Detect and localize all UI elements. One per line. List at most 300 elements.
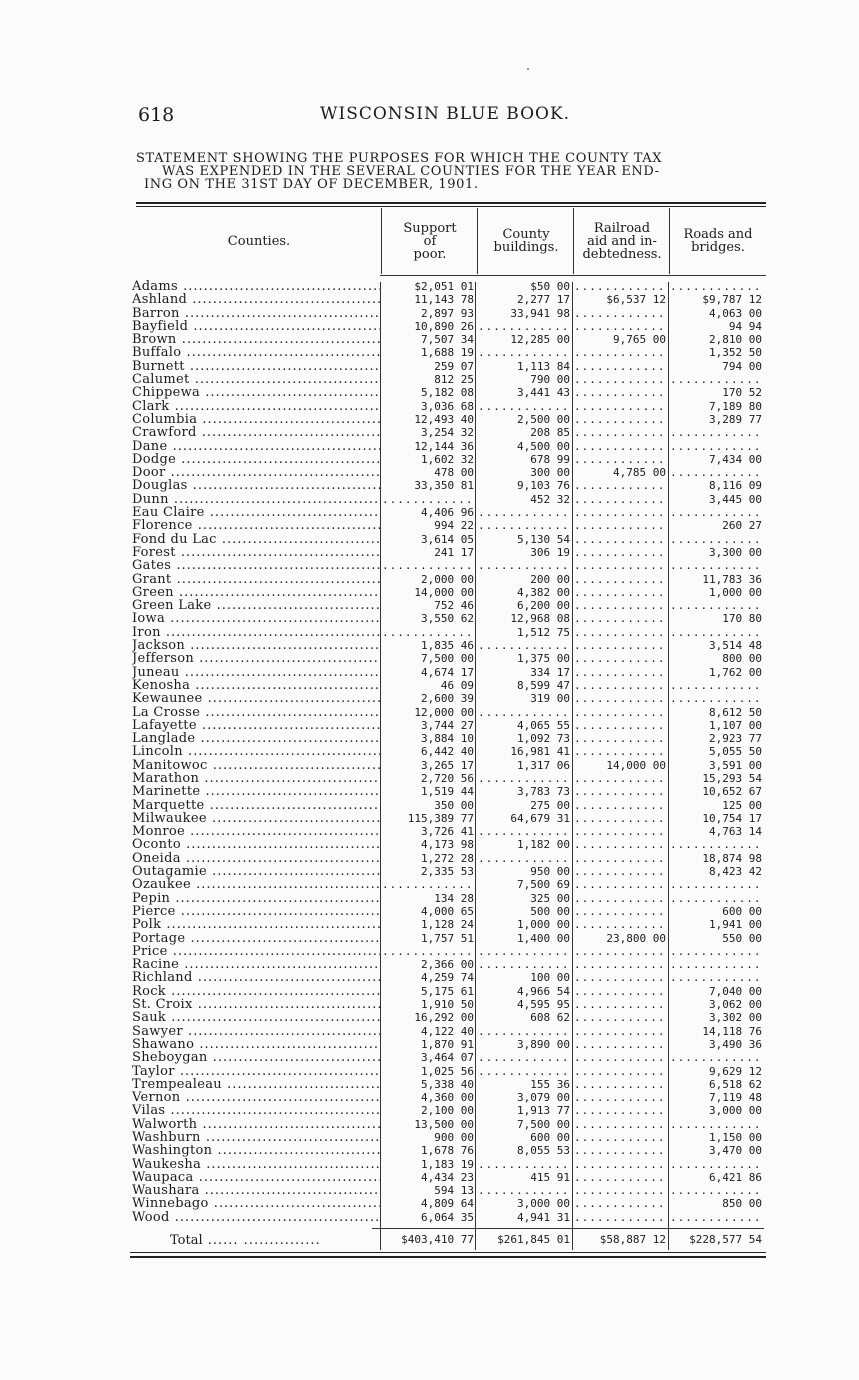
county-name: Vilas ..... [132, 1104, 380, 1117]
county-name: Ozaukee ..... [132, 878, 380, 891]
cell-railroad [574, 307, 666, 320]
table-row [130, 652, 770, 665]
cell-buildings: 7,500 00 [517, 1117, 570, 1131]
cell-roads: 10,754 17 [702, 811, 762, 825]
cell-roads [670, 892, 762, 905]
cell-buildings [478, 706, 570, 719]
county-name: Wood ..... [132, 1211, 380, 1224]
county-name: Outagamie ..... [132, 865, 380, 878]
cell-railroad [574, 479, 666, 492]
cell-buildings: 2,277 17 [517, 293, 570, 307]
cell-poor: 16,292 00 [414, 1011, 474, 1025]
table-row [130, 1211, 770, 1224]
cell-railroad [574, 865, 666, 878]
county-name: Dodge ..... [132, 453, 380, 466]
cell-buildings: 1,375 00 [517, 652, 570, 666]
cell-roads [670, 466, 762, 479]
cell-poor: 5,182 08 [421, 386, 474, 400]
table-row [130, 825, 770, 838]
table-row [130, 440, 770, 453]
cell-buildings: 415 91 [530, 1170, 570, 1184]
cell-poor: 1,272 28 [421, 851, 474, 865]
table-row [130, 971, 770, 984]
cell-poor: 4,674 17 [421, 665, 474, 679]
county-name: Waupaca ..... [132, 1171, 380, 1184]
cell-buildings [478, 825, 570, 838]
county-name: Green Lake ..... [132, 599, 380, 612]
cell-buildings: 3,000 00 [517, 1197, 570, 1211]
cell-roads: 3,514 48 [709, 639, 762, 653]
county-name: Washington ..... [132, 1144, 380, 1157]
table-row [130, 812, 770, 825]
cell-poor: 478 00 [434, 466, 474, 480]
cell-railroad [574, 732, 666, 745]
table-row [130, 1011, 770, 1024]
cell-poor: 10,890 26 [414, 319, 474, 333]
total-rule [372, 1228, 764, 1229]
cell-railroad [574, 1144, 666, 1157]
cell-buildings: 3,079 00 [517, 1091, 570, 1105]
table-row [130, 878, 770, 891]
county-name: Grant ..... [132, 573, 380, 586]
cell-buildings: 208 85 [530, 426, 570, 440]
table-row [130, 320, 770, 333]
table-row [130, 918, 770, 931]
cell-buildings [478, 1184, 570, 1197]
county-name: Marathon ..... [132, 772, 380, 785]
county-name: Brown ..... [132, 333, 380, 346]
table-row [130, 639, 770, 652]
cell-buildings: 12,285 00 [510, 333, 570, 347]
cell-railroad [574, 892, 666, 905]
cell-buildings: 9,103 76 [517, 479, 570, 493]
cell-railroad [574, 506, 666, 519]
header-buildings-line-1: County [502, 227, 550, 242]
county-name: Douglas ..... [132, 479, 380, 492]
cell-roads: 1,150 00 [709, 1131, 762, 1144]
cell-buildings: 4,065 55 [517, 718, 570, 732]
cell-buildings: 155 36 [530, 1077, 570, 1091]
cell-roads [670, 506, 762, 519]
cell-railroad [574, 719, 666, 732]
cell-poor: 259 07 [434, 359, 474, 373]
cell-poor: 1,678 76 [421, 1144, 474, 1158]
header-buildings-line-2: buildings. [493, 240, 559, 255]
cell-roads: 3,445 00 [709, 492, 762, 506]
cell-railroad [574, 400, 666, 413]
cell-roads: 7,119 48 [709, 1091, 762, 1105]
header-poor-line-3: poor. [413, 246, 447, 262]
cell-roads [670, 280, 762, 293]
cell-roads: 1,762 00 [709, 665, 762, 679]
cell-railroad [574, 838, 666, 851]
table-row [130, 692, 770, 705]
cell-poor: 1,183 19 [421, 1157, 474, 1171]
cell-buildings: 2,500 00 [517, 412, 570, 426]
cell-poor: 14,000 00 [414, 585, 474, 599]
table-row [130, 745, 770, 758]
cell-buildings: 1,913 77 [517, 1104, 570, 1118]
county-name: Fond du Lac ..... [132, 533, 380, 546]
table-row [130, 706, 770, 719]
header-poor-line-2: of [423, 233, 437, 249]
cell-poor: 1,688 19 [421, 346, 474, 360]
county-name: Marinette ..... [132, 785, 380, 798]
cell-buildings: 7,500 69 [517, 878, 570, 892]
cell-buildings [478, 958, 570, 971]
table-row [130, 1158, 770, 1171]
table-row [130, 413, 770, 426]
table-row [130, 612, 770, 625]
cell-buildings: 3,441 43 [517, 386, 570, 400]
county-name: Rock ..... [132, 985, 380, 998]
header-roads-line-1: Roads and [683, 227, 753, 242]
cell-buildings: 275 00 [530, 798, 570, 812]
cell-roads: 94 94 [728, 319, 762, 333]
cell-railroad [574, 320, 666, 333]
cell-buildings: 8,599 47 [517, 678, 570, 692]
table-row [130, 573, 770, 586]
county-name: Juneau ..... [132, 666, 380, 679]
table-row [130, 772, 770, 785]
table-row [130, 546, 770, 559]
cell-railroad [574, 878, 666, 891]
total-buildings: $261,845 01 [497, 1233, 570, 1246]
county-name: Walworth ..... [132, 1118, 380, 1131]
cell-buildings: 3,783 73 [517, 785, 570, 799]
cell-railroad [574, 652, 666, 665]
cell-roads [670, 626, 762, 639]
cell-poor: 4,809 64 [421, 1197, 474, 1211]
cell-buildings: 1,512 75 [517, 625, 570, 639]
header-counties [136, 208, 382, 274]
cell-buildings: 300 00 [530, 466, 570, 480]
county-name: Langlade ..... [132, 732, 380, 745]
cell-roads [670, 878, 762, 891]
cell-railroad [574, 825, 666, 838]
cell-buildings: 200 00 [530, 572, 570, 586]
cell-buildings [478, 1025, 570, 1038]
county-name: Chippewa ..... [132, 386, 380, 399]
cell-railroad [574, 1051, 666, 1064]
cell-poor [382, 878, 474, 891]
cell-poor: 350 00 [434, 798, 474, 812]
table-row [130, 1197, 770, 1210]
cell-buildings: 678 99 [530, 452, 570, 466]
cell-railroad: 9,765 00 [613, 333, 666, 347]
running-head: WISCONSIN BLUE BOOK. [320, 104, 571, 124]
table-row [130, 1171, 770, 1184]
cell-buildings: 1,000 00 [517, 918, 570, 932]
county-name: Sawyer ..... [132, 1025, 380, 1038]
cell-railroad [574, 1065, 666, 1078]
cell-roads: 3,062 00 [709, 998, 762, 1012]
cell-railroad [574, 426, 666, 439]
cell-buildings: 4,595 95 [517, 998, 570, 1012]
cell-railroad [574, 985, 666, 998]
county-name: Richland ..... [132, 971, 380, 984]
table-bottom-rule-thin [130, 1252, 766, 1253]
cell-railroad [574, 971, 666, 984]
cell-railroad [574, 1038, 666, 1051]
cell-roads [670, 1158, 762, 1171]
cell-buildings [478, 320, 570, 333]
cell-railroad [574, 573, 666, 586]
cell-poor: 2,000 00 [421, 572, 474, 586]
cell-roads [670, 533, 762, 546]
cell-poor: 4,360 00 [421, 1091, 474, 1105]
cell-poor: 115,389 77 [407, 811, 474, 825]
cell-railroad [574, 559, 666, 572]
county-name: Vernon ..... [132, 1091, 380, 1104]
cell-railroad: 4,785 00 [613, 466, 666, 480]
table-row [130, 599, 770, 612]
table-row [130, 1078, 770, 1091]
table-top-rule [136, 202, 766, 204]
cell-poor: 3,726 41 [421, 825, 474, 839]
cell-roads [670, 426, 762, 439]
cell-buildings: 4,382 00 [517, 585, 570, 599]
county-name: Florence ..... [132, 519, 380, 532]
cell-poor: 3,036 68 [421, 399, 474, 413]
cell-railroad [574, 280, 666, 293]
cell-railroad [574, 1078, 666, 1091]
cell-railroad: 14,000 00 [606, 758, 666, 772]
cell-buildings: $50 00 [530, 280, 570, 293]
county-table-body [130, 280, 770, 1224]
cell-railroad [574, 493, 666, 506]
cell-roads: 3,300 00 [709, 545, 762, 559]
cell-poor: 11,143 78 [414, 293, 474, 307]
cell-roads [670, 440, 762, 453]
header-roads-line-2: bridges. [691, 240, 745, 255]
cell-buildings: 1,113 84 [517, 359, 570, 373]
table-row [130, 360, 770, 373]
header-divider-3 [573, 208, 574, 274]
cell-railroad [574, 612, 666, 625]
total-row [130, 1233, 770, 1249]
table-row [130, 666, 770, 679]
cell-buildings: 500 00 [530, 904, 570, 918]
table-row [130, 466, 770, 479]
table-row [130, 586, 770, 599]
cell-railroad [574, 945, 666, 958]
cell-roads: 125 00 [722, 798, 762, 812]
cell-poor: 6,442 40 [421, 745, 474, 759]
cell-poor: 13,500 00 [414, 1117, 474, 1131]
cell-poor: 4,122 40 [421, 1024, 474, 1038]
cell-poor: 2,335 53 [421, 865, 474, 879]
county-name: Waushara ..... [132, 1184, 380, 1197]
cell-roads: 850 00 [722, 1197, 762, 1211]
cell-poor: 241 17 [434, 545, 474, 559]
cell-railroad [574, 626, 666, 639]
table-row [130, 293, 770, 306]
county-name: Kenosha ..... [132, 679, 380, 692]
county-name: Buffalo ..... [132, 346, 380, 359]
cell-buildings: 4,966 54 [517, 984, 570, 998]
table-row [130, 519, 770, 532]
cell-poor: 3,265 17 [421, 758, 474, 772]
cell-poor: 994 22 [434, 519, 474, 533]
title-line-2: WAS EXPENDED IN THE SEVERAL COUNTIES FOR THE YEAR END- [162, 164, 660, 179]
county-name: Jackson ..... [132, 639, 380, 652]
cell-poor: 752 46 [434, 599, 474, 613]
table-row [130, 1051, 770, 1064]
title-line-3: ING ON THE 31ST DAY OF DECEMBER, 1901. [144, 177, 479, 192]
cell-buildings: 334 17 [530, 665, 570, 679]
county-name: Racine ..... [132, 958, 380, 971]
cell-roads [670, 1211, 762, 1224]
table-row [130, 759, 770, 772]
county-name: Crawford ..... [132, 426, 380, 439]
cell-poor: 1,128 24 [421, 918, 474, 932]
cell-roads: $9,787 12 [702, 293, 762, 307]
county-name: Green ..... [132, 586, 380, 599]
cell-railroad [574, 1011, 666, 1024]
header-bottom-rule [380, 275, 766, 276]
cell-railroad [574, 346, 666, 359]
header-divider-1 [381, 208, 382, 274]
cell-railroad [574, 453, 666, 466]
cell-buildings: 306 19 [530, 545, 570, 559]
cell-poor: 4,000 65 [421, 904, 474, 918]
table-row [130, 719, 770, 732]
table-row [130, 679, 770, 692]
cell-poor: 3,464 07 [421, 1051, 474, 1065]
county-name: Barron ..... [132, 307, 380, 320]
cell-buildings [478, 559, 570, 572]
cell-railroad [574, 918, 666, 931]
county-name: Burnett ..... [132, 360, 380, 373]
cell-railroad [574, 1171, 666, 1184]
county-name: Forest ..... [132, 546, 380, 559]
table-row [130, 932, 770, 945]
header-poor-line-1: Support [403, 220, 457, 236]
header-county-buildings [478, 208, 574, 274]
cell-roads: 600 00 [722, 904, 762, 918]
county-name: Monroe ..... [132, 825, 380, 838]
cell-buildings [478, 346, 570, 359]
table-row [130, 905, 770, 918]
table-row [130, 426, 770, 439]
county-name: Kewaunee ..... [132, 692, 380, 705]
cell-roads [670, 945, 762, 958]
county-name: Dane ..... [132, 440, 380, 453]
cell-poor: 4,406 96 [421, 506, 474, 520]
cell-railroad [574, 692, 666, 705]
table-row [130, 280, 770, 293]
total-railroad: $58,887 12 [599, 1233, 666, 1246]
county-name: Trempealeau ..... [132, 1078, 380, 1091]
cell-railroad [574, 745, 666, 758]
cell-roads: 5,055 50 [709, 745, 762, 759]
cell-buildings [478, 506, 570, 519]
cell-poor: 134 28 [434, 891, 474, 905]
table-row [130, 985, 770, 998]
cell-railroad [574, 360, 666, 373]
cell-poor: 2,897 93 [421, 306, 474, 320]
cell-buildings [478, 1051, 570, 1064]
cell-railroad [574, 639, 666, 652]
county-name: Sheboygan ..... [132, 1051, 380, 1064]
table-row [130, 493, 770, 506]
table-row [130, 346, 770, 359]
cell-roads: 800 00 [722, 652, 762, 666]
table-row [130, 799, 770, 812]
cell-railroad [574, 1211, 666, 1224]
table-row [130, 945, 770, 958]
cell-roads: 14,118 76 [702, 1024, 762, 1038]
cell-buildings: 600 00 [530, 1131, 570, 1144]
cell-roads: 3,000 00 [709, 1104, 762, 1118]
cell-roads: 7,189 80 [709, 399, 762, 413]
county-name: Iron ..... [132, 626, 380, 639]
county-name: Jefferson ..... [132, 652, 380, 665]
cell-buildings: 5,130 54 [517, 532, 570, 546]
cell-poor: 594 13 [434, 1184, 474, 1198]
cell-roads: 3,591 00 [709, 758, 762, 772]
table-row [130, 1104, 770, 1117]
cell-roads: 794 00 [722, 359, 762, 373]
cell-poor: 812 25 [434, 373, 474, 387]
table-row [130, 626, 770, 639]
total-label: Total ..... [170, 1233, 321, 1248]
cell-railroad [574, 546, 666, 559]
cell-railroad [574, 706, 666, 719]
county-name: Adams ..... [132, 280, 380, 293]
cell-railroad [574, 666, 666, 679]
county-name: Eau Claire ..... [132, 506, 380, 519]
cell-buildings: 4,941 31 [517, 1210, 570, 1224]
cell-railroad [574, 533, 666, 546]
cell-poor: 46 09 [440, 678, 474, 692]
total-poor: $403,410 77 [401, 1233, 474, 1246]
county-name: Sauk ..... [132, 1011, 380, 1024]
table-row [130, 865, 770, 878]
cell-railroad [574, 998, 666, 1011]
county-name: Lincoln ..... [132, 745, 380, 758]
cell-roads [670, 692, 762, 705]
cell-poor [382, 493, 474, 506]
county-name: Oneida ..... [132, 852, 380, 865]
cell-roads [670, 958, 762, 971]
cell-roads: 170 80 [722, 612, 762, 626]
table-row [130, 732, 770, 745]
header-divider-2 [477, 208, 478, 274]
header-railroad-line-1: Railroad [593, 220, 651, 236]
cell-roads: 3,490 36 [709, 1037, 762, 1051]
table-row [130, 1118, 770, 1131]
cell-poor: 3,744 27 [421, 718, 474, 732]
cell-poor: 2,366 00 [421, 958, 474, 972]
cell-roads [670, 559, 762, 572]
county-name: Lafayette ..... [132, 719, 380, 732]
cell-poor: 12,144 36 [414, 439, 474, 453]
cell-buildings: 1,317 06 [517, 758, 570, 772]
cell-railroad [574, 852, 666, 865]
table-row [130, 400, 770, 413]
cell-buildings: 1,092 73 [517, 732, 570, 746]
cell-poor: 1,519 44 [421, 785, 474, 799]
cell-buildings [478, 852, 570, 865]
cell-buildings: 6,200 00 [517, 599, 570, 613]
cell-roads: 260 27 [722, 519, 762, 533]
cell-railroad [574, 772, 666, 785]
cell-roads: 10,652 67 [702, 785, 762, 799]
cell-poor: 7,500 00 [421, 652, 474, 666]
header-support-of-poor [382, 208, 478, 274]
